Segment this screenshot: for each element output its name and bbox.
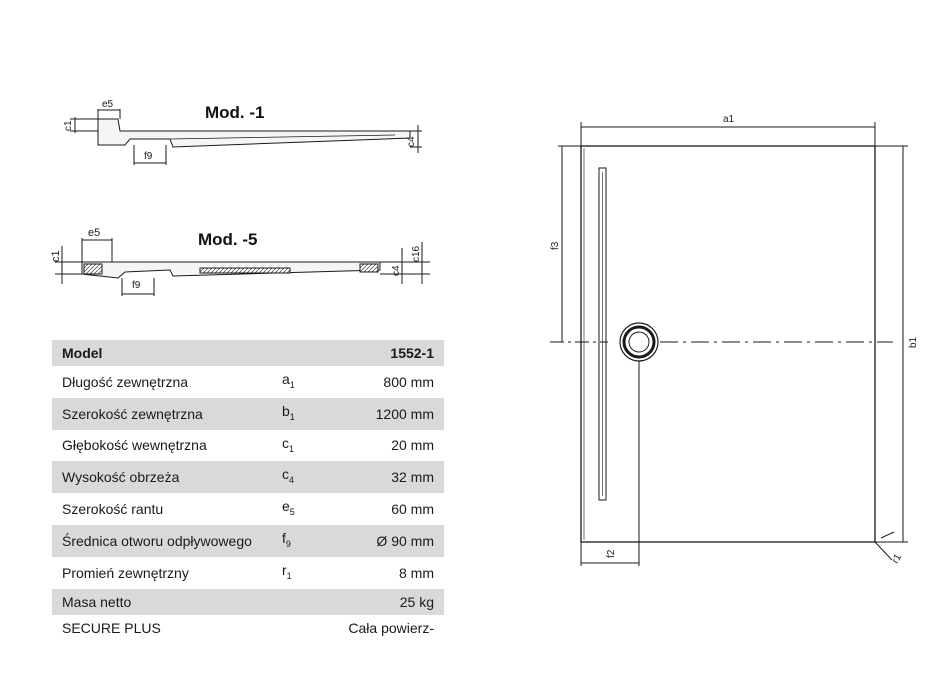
row-label: Średnica otworu odpływowego <box>52 525 282 557</box>
row-symbol-subscript: 9 <box>285 538 291 549</box>
table-row <box>52 398 444 430</box>
plan-view-drawing <box>548 108 928 588</box>
row-value: 1200 mm <box>332 398 444 430</box>
mod1-section-drawing <box>50 95 490 175</box>
table-row <box>52 557 444 589</box>
mod1-c4-label: c4 <box>406 136 417 147</box>
row-symbol <box>282 430 332 462</box>
row-label: Szerokość rantu <box>62 501 164 518</box>
mod1-f9-label: f9 <box>144 151 153 162</box>
model-value: 1552-1 <box>332 340 444 366</box>
mod5-section-drawing <box>50 222 490 307</box>
row-symbol-letter: b <box>282 402 290 419</box>
f2-label: f2 <box>606 549 617 558</box>
row-value: 800 mm <box>383 373 434 390</box>
row-symbol-subscript: 5 <box>289 506 295 517</box>
table-row <box>52 589 444 615</box>
b1-label: b1 <box>908 336 919 348</box>
mod5-f9-label: f9 <box>132 280 141 291</box>
row-label: SECURE PLUS <box>62 619 161 636</box>
table-row <box>52 461 444 493</box>
row-symbol <box>282 461 332 493</box>
row-symbol <box>282 366 332 398</box>
row-symbol-letter: c <box>282 466 289 483</box>
table-row <box>52 615 444 641</box>
row-value: 32 mm <box>332 461 444 493</box>
row-label: Głębokość wewnętrzna <box>62 437 207 454</box>
row-symbol-subscript: 1 <box>289 411 295 422</box>
row-value: 25 kg <box>332 589 444 615</box>
table-row <box>52 493 444 525</box>
mod1-c1-label: c1 <box>63 120 74 131</box>
row-symbol-subscript: 1 <box>286 570 292 581</box>
mod5-c4-label: c4 <box>391 265 402 276</box>
row-value: 20 mm <box>391 437 434 454</box>
row-symbol-letter: c <box>282 434 289 451</box>
table-row <box>52 430 444 462</box>
a1-label: a1 <box>723 114 735 125</box>
row-symbol <box>282 589 332 615</box>
row-value: Cała powierz- <box>348 619 434 636</box>
row-symbol-letter: a <box>282 371 290 387</box>
row-symbol-subscript: 4 <box>289 475 295 486</box>
row-value: 60 mm <box>391 501 434 518</box>
row-symbol <box>282 615 332 641</box>
row-symbol <box>282 525 332 557</box>
model-label: Model <box>52 340 282 366</box>
mod5-title: Mod. -5 <box>198 230 258 249</box>
row-symbol <box>282 557 332 589</box>
table-row <box>52 525 444 557</box>
row-symbol-letter: r <box>282 561 287 578</box>
f3-label: f3 <box>550 241 561 250</box>
row-symbol-subscript: 1 <box>289 443 295 454</box>
mod5-e5-label: e5 <box>88 227 101 239</box>
row-label: Promień zewnętrzny <box>62 564 189 581</box>
table-row <box>52 366 444 398</box>
row-label: Szerokość zewnętrzna <box>52 398 282 430</box>
spec-table <box>52 340 444 641</box>
row-value: 8 mm <box>399 564 434 581</box>
row-label: Masa netto <box>52 589 282 615</box>
table-header-row <box>52 340 444 366</box>
row-symbol-subscript: 1 <box>289 379 295 390</box>
mod5-c16-label: c16 <box>411 245 422 262</box>
row-symbol <box>282 493 332 525</box>
mod5-c1-label: c1 <box>50 250 62 262</box>
row-label: Wysokość obrzeża <box>52 461 282 493</box>
row-symbol-letter: e <box>282 498 290 515</box>
row-value: Ø 90 mm <box>332 525 444 557</box>
r1-label: r1 <box>890 552 905 566</box>
mod1-title: Mod. -1 <box>205 103 265 122</box>
row-label: Długość zewnętrzna <box>62 373 189 390</box>
mod1-e5-label: e5 <box>102 99 114 110</box>
row-symbol <box>282 398 332 430</box>
row-symbol-letter: f <box>282 529 286 546</box>
